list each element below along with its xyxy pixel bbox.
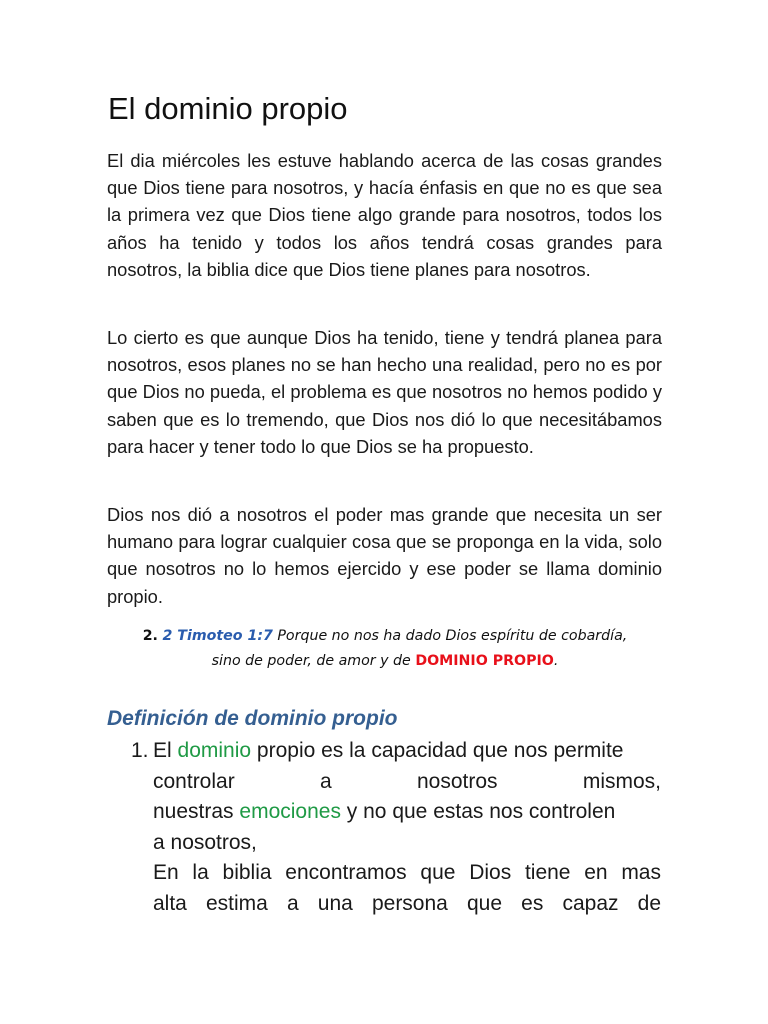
verse-emphasis: DOMINIO PROPIO [415,653,554,669]
bible-verse [90,624,680,674]
page-title: El dominio propio [108,91,348,126]
list-text: nuestras [153,800,234,823]
list-line-6: alta estima a una persona que es capaz de [153,891,661,915]
highlight-word-dominio: dominio [177,739,252,762]
verse-text-line2: sino de poder, de amor y de [211,653,411,669]
verse-number: 2. [142,628,158,644]
verse-reference: 2 Timoteo 1:7 [162,628,273,644]
list-item-number: 1. [131,739,149,762]
list-text: y no que estas nos controlen [346,800,616,823]
list-line-4: a nosotros, [153,830,257,854]
paragraph-2: Lo cierto es que aunque Dios ha tenido, tiene y tendrá planea para nosotros, esos planes no se han hecho una realidad, pero no es por que Dios no pueda, el problema es que nosotros no hemos podido y saben que es lo tremendo, que Dios nos dió lo que necesitábamos para hacer y tener todo lo que Dios se ha propuesto. [107,327,662,457]
section-heading: Definición de dominio propio [107,707,398,730]
paragraph-3: Dios nos dió a nosotros el poder mas grande que necesita un ser humano para lograr cualquier cosa que se proponga en la vida, solo que nosotros no lo hemos ejercido y ese poder se llama dominio propio. [107,504,662,607]
list-line-1 [153,736,661,767]
highlight-word-emociones: emociones [239,800,341,823]
verse-end: . [553,653,559,669]
list-line-2: controlar a nosotros mismos, [153,769,661,793]
list-text: propio es la capacidad que nos permite [256,739,624,762]
list-item [153,736,661,919]
list-text: El [153,739,172,762]
verse-text-line1: Porque no nos ha dado Dios espíritu de cobardía, [277,628,628,644]
list-line-5: En la biblia encontramos que Dios tiene en mas [153,861,661,884]
list-line-3 [153,797,661,828]
paragraph-1: El dia miércoles les estuve hablando acerca de las cosas grandes que Dios tiene para nosotros, y hacía énfasis en que no es que sea la primera vez que Dios tiene algo grande para nosotros, todos los años ha tenido y todos los años tendrá cosas grandes para nosotros, la biblia dice que Dios tiene planes para nosotros. [107,150,662,280]
